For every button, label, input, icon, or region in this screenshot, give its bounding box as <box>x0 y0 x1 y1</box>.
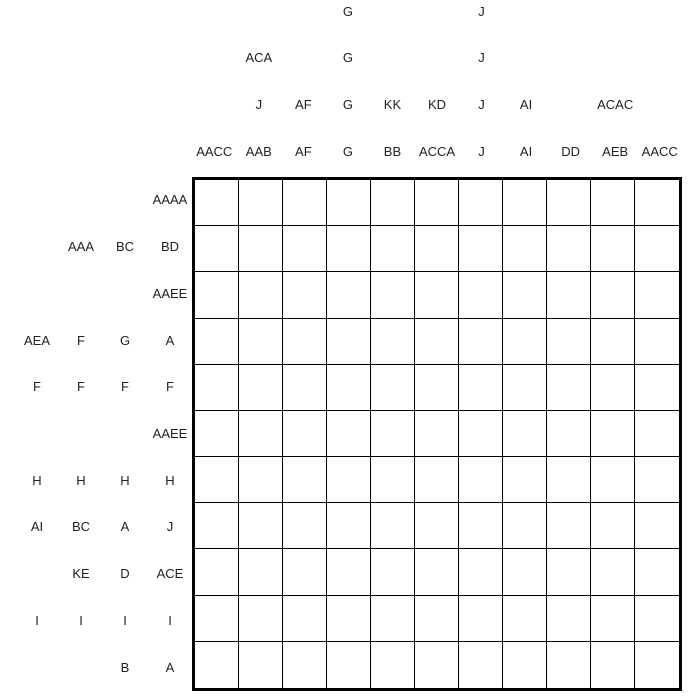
grid-cell[interactable] <box>239 411 283 457</box>
grid-cell[interactable] <box>371 226 415 272</box>
grid-cell[interactable] <box>371 180 415 226</box>
column-clue: AF <box>295 97 312 112</box>
grid-cell[interactable] <box>635 457 679 503</box>
grid-cell[interactable] <box>239 180 283 226</box>
puzzle-grid <box>192 177 682 691</box>
grid-cell[interactable] <box>503 365 547 411</box>
row-clue: H <box>76 472 86 488</box>
grid-cell[interactable] <box>459 457 503 503</box>
row-clue: KE <box>72 566 90 582</box>
grid-cell[interactable] <box>591 503 635 549</box>
grid-cell[interactable] <box>415 319 459 365</box>
column-clue: AEB <box>602 144 629 159</box>
grid-cell[interactable] <box>283 503 327 549</box>
grid-cell[interactable] <box>371 503 415 549</box>
grid-cell[interactable] <box>503 549 547 596</box>
grid-cell[interactable] <box>327 226 371 272</box>
grid-cell[interactable] <box>283 319 327 365</box>
row-clue: BC <box>115 239 135 255</box>
grid-cell[interactable] <box>503 596 547 642</box>
grid-cell[interactable] <box>547 457 591 503</box>
grid-cell[interactable] <box>195 596 239 642</box>
grid-cell[interactable] <box>591 272 635 319</box>
grid-cell[interactable] <box>635 272 679 319</box>
grid-cell[interactable] <box>239 226 283 272</box>
grid-cell[interactable] <box>459 272 503 319</box>
row-clue: F <box>121 379 129 395</box>
grid-cell[interactable] <box>239 642 283 688</box>
grid-cell[interactable] <box>371 596 415 642</box>
grid-cell[interactable] <box>591 180 635 226</box>
grid-cell[interactable] <box>327 457 371 503</box>
grid-cell[interactable] <box>635 319 679 365</box>
grid-cell[interactable] <box>547 365 591 411</box>
grid-cell[interactable] <box>459 319 503 365</box>
grid-cell[interactable] <box>239 272 283 319</box>
grid-cell[interactable] <box>195 549 239 596</box>
column-clue: J <box>255 97 263 112</box>
grid-cell[interactable] <box>283 272 327 319</box>
grid-cell[interactable] <box>283 365 327 411</box>
grid-cell[interactable] <box>547 272 591 319</box>
grid-cell[interactable] <box>195 457 239 503</box>
grid-cell[interactable] <box>195 365 239 411</box>
column-clue: AI <box>519 144 533 159</box>
grid-cell[interactable] <box>327 411 371 457</box>
column-clue: KK <box>383 97 402 112</box>
grid-cell[interactable] <box>547 180 591 226</box>
grid-cell[interactable] <box>503 180 547 226</box>
row-clue: A <box>165 332 175 348</box>
grid-cell[interactable] <box>371 457 415 503</box>
grid-cell[interactable] <box>239 503 283 549</box>
grid-cell[interactable] <box>371 642 415 688</box>
row-clue: AEA <box>23 332 50 348</box>
grid-cell[interactable] <box>503 319 547 365</box>
grid-cell[interactable] <box>239 457 283 503</box>
grid-cell[interactable] <box>459 642 503 688</box>
grid-cell[interactable] <box>635 503 679 549</box>
column-clue: KD <box>427 97 447 112</box>
column-clue: AF <box>295 144 312 159</box>
grid-cell[interactable] <box>635 411 679 457</box>
grid-cell[interactable] <box>503 503 547 549</box>
row-clue: F <box>166 379 174 395</box>
column-clue: J <box>478 97 485 112</box>
grid-cell[interactable] <box>371 549 415 596</box>
column-clue: BB <box>383 144 402 159</box>
grid-cell[interactable] <box>547 319 591 365</box>
grid-cell[interactable] <box>415 642 459 688</box>
column-clue: AI <box>519 97 533 112</box>
grid-cell[interactable] <box>283 642 327 688</box>
grid-cell[interactable] <box>283 226 327 272</box>
column-clue: ACAC <box>597 97 634 112</box>
row-clue: D <box>120 566 130 582</box>
row-clue: I <box>79 612 83 628</box>
grid-cell[interactable] <box>459 365 503 411</box>
column-clue: AACC <box>196 144 233 159</box>
grid-cell[interactable] <box>283 457 327 503</box>
row-clue: J <box>166 519 174 535</box>
column-clue: ACCA <box>418 144 456 159</box>
grid-cell[interactable] <box>195 411 239 457</box>
column-clue: J <box>478 144 485 159</box>
grid-cell[interactable] <box>459 596 503 642</box>
grid-cell[interactable] <box>415 180 459 226</box>
row-clue: BD <box>160 239 180 255</box>
grid-cell[interactable] <box>327 272 371 319</box>
grid-cell[interactable] <box>415 596 459 642</box>
grid-cell[interactable] <box>327 549 371 596</box>
grid-cell[interactable] <box>239 365 283 411</box>
grid-cell[interactable] <box>415 549 459 596</box>
grid-cell[interactable] <box>371 319 415 365</box>
grid-cell[interactable] <box>635 549 679 596</box>
grid-cell[interactable] <box>239 319 283 365</box>
column-clue: AACC <box>641 144 678 159</box>
grid-cell[interactable] <box>371 365 415 411</box>
row-clue: H <box>120 472 130 488</box>
row-clue: H <box>32 472 42 488</box>
column-clue: ACA <box>245 50 273 65</box>
grid-cell[interactable] <box>283 549 327 596</box>
grid-cell[interactable] <box>327 319 371 365</box>
row-clue: I <box>168 612 172 628</box>
grid-cell[interactable] <box>327 180 371 226</box>
grid-cell[interactable] <box>459 226 503 272</box>
grid-cell[interactable] <box>239 549 283 596</box>
grid-cell[interactable] <box>415 411 459 457</box>
grid-cell[interactable] <box>283 596 327 642</box>
grid-cell[interactable] <box>591 319 635 365</box>
column-clue: G <box>342 97 353 112</box>
column-clue: AAB <box>245 144 272 159</box>
grid-cell[interactable] <box>547 411 591 457</box>
column-clue: G <box>342 4 353 19</box>
grid-cell[interactable] <box>591 226 635 272</box>
grid-cell[interactable] <box>547 503 591 549</box>
grid-cell[interactable] <box>195 226 239 272</box>
column-clue: DD <box>561 144 581 159</box>
row-clue: F <box>77 379 85 395</box>
grid-cell[interactable] <box>635 226 679 272</box>
grid-cell[interactable] <box>547 642 591 688</box>
grid-cell[interactable] <box>415 272 459 319</box>
grid-cell[interactable] <box>415 226 459 272</box>
row-clue: AI <box>30 519 44 535</box>
column-clue: G <box>342 50 353 65</box>
grid-cell[interactable] <box>503 272 547 319</box>
grid-cell[interactable] <box>415 503 459 549</box>
grid-cell[interactable] <box>547 596 591 642</box>
grid-cell[interactable] <box>503 457 547 503</box>
grid-cell[interactable] <box>547 549 591 596</box>
grid-cell[interactable] <box>195 180 239 226</box>
row-clue: AAEE <box>152 285 188 301</box>
grid-cell[interactable] <box>195 642 239 688</box>
grid-cell[interactable] <box>415 457 459 503</box>
grid-cell[interactable] <box>635 180 679 226</box>
grid-cell[interactable] <box>415 365 459 411</box>
grid-cell[interactable] <box>327 596 371 642</box>
grid-cell[interactable] <box>591 411 635 457</box>
grid-cell[interactable] <box>459 503 503 549</box>
row-clue: AAAA <box>152 192 188 208</box>
grid-cell[interactable] <box>371 272 415 319</box>
grid-cell[interactable] <box>283 180 327 226</box>
grid-cell[interactable] <box>503 642 547 688</box>
grid-cell[interactable] <box>283 411 327 457</box>
grid-cell[interactable] <box>591 549 635 596</box>
row-clue: G <box>119 332 131 348</box>
row-clue: BC <box>71 519 91 535</box>
grid-cell[interactable] <box>591 596 635 642</box>
row-clue: I <box>35 612 39 628</box>
grid-cell[interactable] <box>459 180 503 226</box>
grid-cell[interactable] <box>635 642 679 688</box>
row-clue: F <box>33 379 41 395</box>
grid-cell[interactable] <box>459 549 503 596</box>
row-clue: A <box>120 519 130 535</box>
grid-cell[interactable] <box>327 642 371 688</box>
grid-cell[interactable] <box>503 411 547 457</box>
row-clue: B <box>120 659 130 675</box>
column-clue: J <box>478 50 485 65</box>
column-clue: J <box>478 4 485 19</box>
grid-cell[interactable] <box>327 365 371 411</box>
row-clue: A <box>165 659 175 675</box>
grid-cell[interactable] <box>327 503 371 549</box>
grid-cell[interactable] <box>459 411 503 457</box>
grid-cell[interactable] <box>635 365 679 411</box>
column-clue: G <box>342 144 353 159</box>
grid-cell[interactable] <box>547 226 591 272</box>
grid-cell[interactable] <box>195 319 239 365</box>
grid-cell[interactable] <box>371 411 415 457</box>
grid-cell[interactable] <box>591 457 635 503</box>
row-clue: I <box>123 612 127 628</box>
row-clue: AAEE <box>152 426 188 441</box>
grid-cell[interactable] <box>195 503 239 549</box>
grid-cell[interactable] <box>239 596 283 642</box>
row-clue: ACE <box>156 566 184 582</box>
grid-cell[interactable] <box>503 226 547 272</box>
row-clue: AAA <box>67 239 94 255</box>
row-clue: F <box>77 332 85 348</box>
grid-cell[interactable] <box>635 596 679 642</box>
grid-cell[interactable] <box>591 642 635 688</box>
grid-cell[interactable] <box>591 365 635 411</box>
row-clue: H <box>165 472 175 488</box>
grid-cell[interactable] <box>195 272 239 319</box>
